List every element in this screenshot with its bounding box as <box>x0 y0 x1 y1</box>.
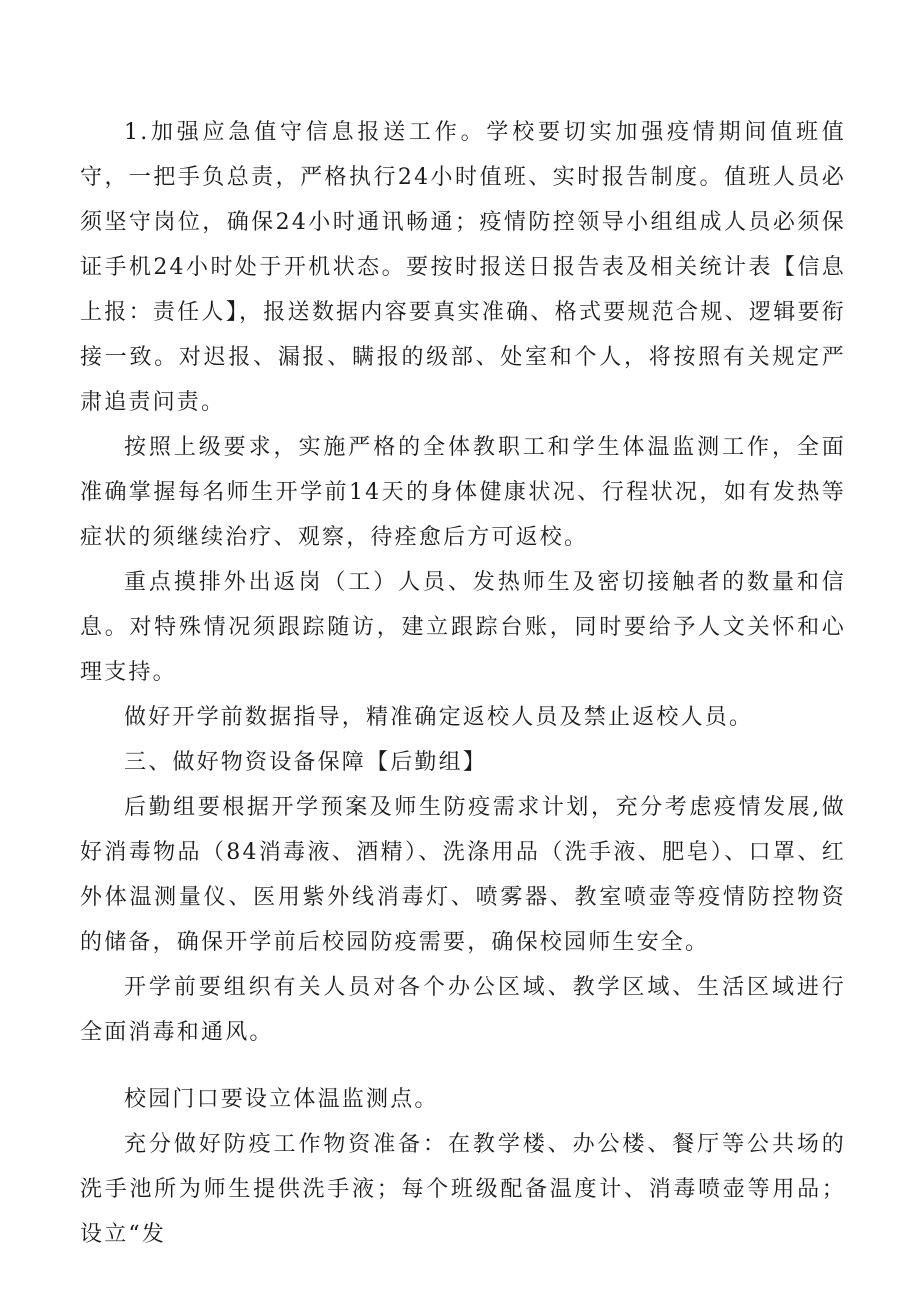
document-body <box>80 110 846 1257</box>
paragraph-gate-checkpoint: 校园门口要设立体温监测点。 <box>124 1087 439 1112</box>
paragraph-data-guidance: 做好开学前数据指导，精准确定返校人员及禁止返校人员。 <box>124 705 754 730</box>
section-heading-supplies: 三、做好物资设备保障【后勤组】 <box>124 750 488 775</box>
paragraph-temperature-monitoring: 按照上级要求，实施严格的全体教职工和学生体温监测工作，全面准确掌握每名师生开学前14天的身体健康状况、行程状况，如有发热等症状的须继续治疗、观察，待痊愈后方可返校。 <box>80 435 846 550</box>
paragraph-logistics: 后勤组要根据开学预案及师生防疫需求计划，充分考虑疫情发展,做好消毒物品（84消毒液、酒精）、洗涤用品（洗手液、肥皂）、口罩、红外体温测量仪、医用紫外线消毒灯、喷雾器、教室喷壶等疫情防控物资的储备，确保开学前后校园防疫需要，确保校园师生安全。 <box>80 795 846 955</box>
paragraph-duty-reporting: 1.加强应急值守信息报送工作。学校要切实加强疫情期间值班值守，一把手负总责，严格执行24小时值班、实时报告制度。值班人员必须坚守岗位，确保24小时通讯畅通；疫情防控领导小组组成人员必须保证手机24小时处于开机状态。要按时报送日报告表及相关统计表【信息上报：责任人】，报送数据内容要真实准确、格式要规范合规、逻辑要衔接一致。对迟报、漏报、瞒报的级部、处室和个人，将按照有关规定严肃追责问责。 <box>80 120 846 415</box>
paragraph-disinfection: 开学前要组织有关人员对各个办公区域、教学区域、生活区域进行全面消毒和通风。 <box>80 975 846 1045</box>
paragraph-supply-preparation: 充分做好防疫工作物资准备：在教学楼、办公楼、餐厅等公共场的洗手池所为师生提供洗手液；每个班级配备温度计、消毒喷壶等用品；设立“发 <box>80 1132 846 1247</box>
paragraph-screening: 重点摸排外出返岗（工）人员、发热师生及密切接触者的数量和信息。对特殊情况须跟踪随访，建立跟踪台账，同时要给予人文关怀和心理支持。 <box>80 570 846 685</box>
